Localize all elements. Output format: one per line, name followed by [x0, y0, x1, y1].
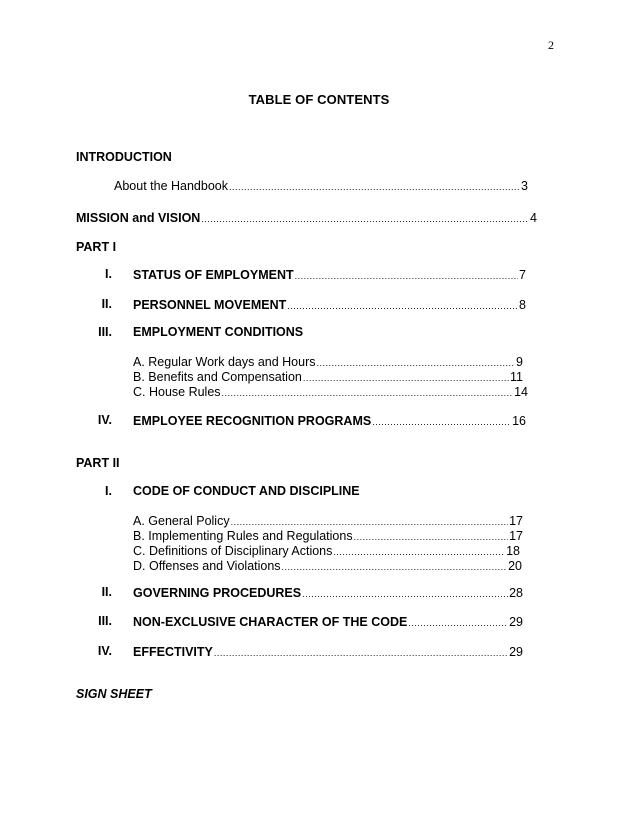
- toc-entry-page: 18: [506, 544, 520, 558]
- toc-entry-page: 17: [509, 529, 523, 543]
- dot-leader: [372, 414, 511, 430]
- roman-numeral: IV.: [97, 644, 112, 658]
- roman-numeral: III.: [98, 325, 112, 339]
- toc-entry-page: 28: [509, 586, 523, 600]
- roman-numeral: II.: [101, 585, 112, 599]
- toc-entry-label: EMPLOYEE RECOGNITION PROGRAMS: [133, 414, 372, 428]
- toc-entry-page: 20: [508, 559, 522, 573]
- toc-entry-label: About the Handbook: [114, 179, 228, 193]
- toc-entry-governing-procedures[interactable]: [133, 585, 523, 602]
- toc-entry-label: EFFECTIVITY: [133, 645, 213, 659]
- toc-entry-page: 29: [509, 645, 523, 659]
- roman-numeral: I.: [105, 267, 112, 281]
- dot-leader: [302, 586, 508, 602]
- toc-entry-page: 14: [514, 385, 528, 399]
- toc-entry-page: 9: [516, 355, 523, 369]
- dot-leader: [214, 645, 508, 661]
- dot-leader: [287, 298, 518, 314]
- toc-entry-employee-recognition[interactable]: [133, 413, 526, 430]
- toc-entry-personnel-movement[interactable]: [133, 297, 526, 314]
- dot-leader: [229, 179, 520, 195]
- toc-entry-page: 7: [519, 268, 526, 282]
- roman-numeral: II.: [101, 297, 112, 311]
- toc-entry-page: 8: [519, 298, 526, 312]
- toc-entry-page: 29: [509, 615, 523, 629]
- introduction-heading: INTRODUCTION: [76, 150, 172, 164]
- toc-entry-label: A. Regular Work days and Hours: [133, 355, 316, 369]
- toc-entry-label: GOVERNING PROCEDURES: [133, 586, 302, 600]
- toc-entry-about-handbook[interactable]: [114, 178, 528, 195]
- toc-entry-status-of-employment[interactable]: [133, 267, 526, 284]
- toc-entry-page: 4: [530, 211, 537, 225]
- toc-entry-page: 16: [512, 414, 526, 428]
- dot-leader: [222, 385, 514, 401]
- toc-entry-label: MISSION and VISION: [76, 211, 201, 225]
- toc-entry-label: D. Offenses and Violations: [133, 559, 281, 573]
- toc-entry-code-of-conduct[interactable]: CODE OF CONDUCT AND DISCIPLINE: [133, 484, 360, 498]
- toc-entry-sign-sheet[interactable]: SIGN SHEET: [76, 687, 152, 701]
- toc-entry-label: C. Definitions of Disciplinary Actions: [133, 544, 333, 558]
- roman-numeral: I.: [105, 484, 112, 498]
- part1-heading: PART I: [76, 240, 117, 254]
- toc-entry-label: A. General Policy: [133, 514, 230, 528]
- toc-entry-label: C. House Rules: [133, 385, 221, 399]
- toc-entry-effectivity[interactable]: [133, 644, 523, 661]
- toc-subentry-house-rules[interactable]: [133, 384, 528, 401]
- toc-entry-mission-vision[interactable]: [76, 210, 537, 227]
- toc-entry-label: PERSONNEL MOVEMENT: [133, 298, 287, 312]
- dot-leader: [295, 268, 518, 284]
- toc-entry-page: 11: [510, 370, 523, 384]
- toc-entry-page: 17: [509, 514, 523, 528]
- dot-leader: [282, 559, 508, 575]
- toc-entry-label: B. Implementing Rules and Regulations: [133, 529, 353, 543]
- toc-entry-page: 3: [521, 179, 528, 193]
- toc-entry-label: STATUS OF EMPLOYMENT: [133, 268, 294, 282]
- toc-entry-label: NON-EXCLUSIVE CHARACTER OF THE CODE: [133, 615, 408, 629]
- dot-leader: [408, 615, 508, 631]
- toc-entry-label: B. Benefits and Compensation: [133, 370, 302, 384]
- roman-numeral: III.: [98, 614, 112, 628]
- dot-leader: [201, 211, 529, 227]
- page-title: TABLE OF CONTENTS: [248, 92, 390, 107]
- part2-heading: PART II: [76, 456, 120, 470]
- page-number: 2: [548, 38, 554, 52]
- toc-entry-non-exclusive[interactable]: [133, 614, 523, 631]
- toc-subentry-offenses-violations[interactable]: [133, 558, 522, 575]
- roman-numeral: IV.: [97, 413, 112, 427]
- toc-entry-employment-conditions[interactable]: EMPLOYMENT CONDITIONS: [133, 325, 304, 339]
